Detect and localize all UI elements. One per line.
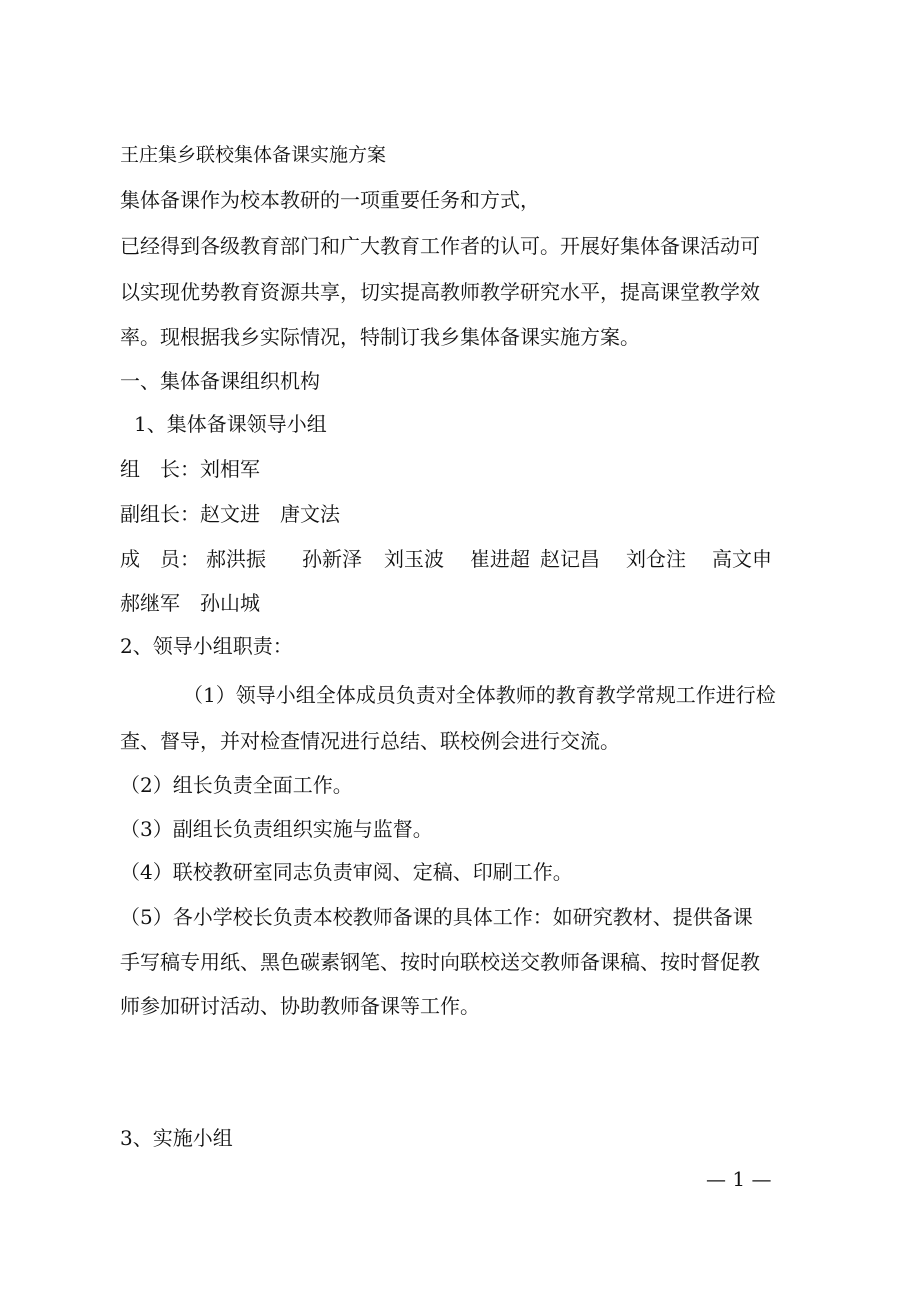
member-name: 孙新泽 [302,547,362,571]
subsection-1-heading: 1、集体备课领导小组 [134,412,327,436]
vice-leader-line: 副组长：赵文进 唐文法 [120,502,340,526]
member-name: 刘玉波 [384,547,444,571]
intro-line-2: 已经得到各级教育部门和广大教育工作者的认可。开展好集体备课活动可 [120,234,760,258]
members-label: 成 员： [120,547,200,571]
page-number: — 1 — [706,1167,772,1191]
subsection-2-heading: 2、领导小组职责： [120,634,293,658]
members-line [120,545,772,573]
duty-1-line-2: 查、督导，并对检查情况进行总结、联校例会进行交流。 [120,729,620,753]
duty-5-line-3: 师参加研讨活动、协助教师备课等工作。 [120,994,480,1018]
member-name: 郝洪振 [206,547,266,571]
duty-2: （2）组长负责全面工作。 [120,773,353,797]
duty-4: （4）联校教研室同志负责审阅、定稿、印刷工作。 [120,860,573,884]
member-name: 高文申 [712,547,772,571]
section-1-heading: 一、集体备课组织机构 [120,369,320,393]
intro-line-4: 率。现根据我乡实际情况，特制订我乡集体备课实施方案。 [120,325,640,349]
subsection-3-heading: 3、实施小组 [120,1126,233,1150]
duty-1-line-1: （1）领导小组全体成员负责对全体教师的教育教学常规工作进行检 [183,683,776,707]
member-name: 赵记昌 [540,547,600,571]
duty-3: （3）副组长负责组织实施与监督。 [120,817,433,841]
member-name: 刘仓注 [626,547,686,571]
intro-line-1: 集体备课作为校本教研的一项重要任务和方式， [120,188,540,212]
duty-5-line-2: 手写稿专用纸、黑色碳素钢笔、按时向联校送交教师备课稿、按时督促教 [120,950,760,974]
member-name: 崔进超 [470,547,530,571]
members-line-2: 郝继军 孙山城 [120,591,260,615]
duty-5-line-1: （5）各小学校长负责本校教师备课的具体工作：如研究教材、提供备课 [120,905,753,929]
leader-line: 组 长：刘相军 [120,457,260,481]
document-title: 王庄集乡联校集体备课实施方案 [120,144,387,166]
intro-line-3: 以实现优势教育资源共享，切实提高教师教学研究水平，提高课堂教学效 [120,280,760,304]
